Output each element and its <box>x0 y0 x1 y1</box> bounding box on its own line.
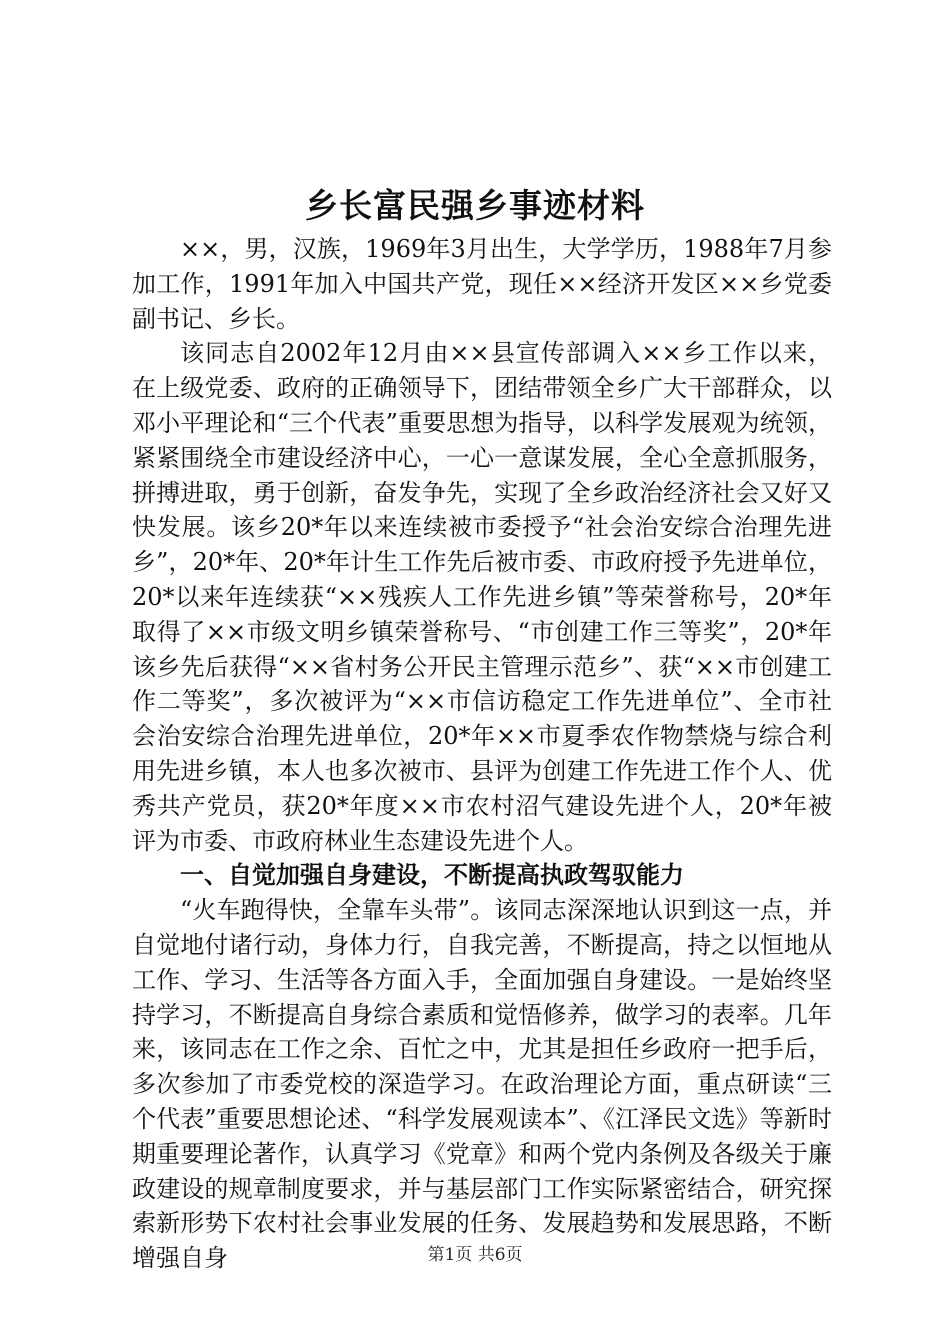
section-heading: 一、自觉加强自身建设，不断提高执政驾驭能力 <box>180 861 684 890</box>
achievements-paragraph: 该同志自2002年12月由××县宣传部调入××乡工作以来，在上级党委、政府的正确领导下，团结带领全乡广大干部群众，以邓小平理论和“三个代表”重要思想为指导，以科学发展观为统领，紧紧围绕全市建设经济中心，一心一意谋发展，全心全意抓服务，拼搏进取，勇于创新，奋发争先，实现了全乡政治经济社会又好又快发展。该乡20*年以来连续被市委授予“社会治安综合治理先进乡”，20*年、20*年计生工作先后被市委、市政府授予先进单位，20*以来年连续获“××残疾人工作先进乡镇”等荣誉称号，20*年取得了××市级文明乡镇荣誉称号、“市创建工作三等奖”，20*年该乡先后获得“××省村务公开民主管理示范乡”、获“××市创建工作二等奖”，多次被评为“××市信访稳定工作先进单位”、全市社会治安综合治理先进单位，20*年××市夏季农作物禁烧与综合利用先进乡镇，本人也多次被市、县评为创建工作先进工作个人、优秀共产党员，获20*年度××市农村沼气建设先进个人，20*年被评为市委、市政府林业生态建设先进个人。 <box>132 339 832 855</box>
page-footer: 第1页 共6页 <box>427 1245 523 1265</box>
document-body <box>132 232 832 1276</box>
intro-paragraph: ××，男，汉族，1969年3月出生，大学学历，1988年7月参加工作，1991年加入中国共产党，现任××经济开发区××乡党委副书记、乡长。 <box>132 235 832 333</box>
section-paragraph: “火车跑得快，全靠车头带”。该同志深深地认识到这一点，并自觉地付诸行动，身体力行，自我完善，不断提高，持之以恒地从工作、学习、生活等各方面入手，全面加强自身建设。一是始终坚持学习，不断提高自身综合素质和觉悟修养，做学习的表率。几年来，该同志在工作之余、百忙之中，尤其是担任乡政府一把手后，多次参加了市委党校的深造学习。在政治理论方面，重点研读“三个代表”重要思想论述、“科学发展观读本”、《江泽民文选》等新时期重要理论著作，认真学习《党章》和两个党内条例及各级关于廉政建设的规章制度要求，并与基层部门工作实际紧密结合，研究探索新形势下农村社会事业发展的任务、发展趋势和发展思路，不断增强自身 <box>132 896 832 1273</box>
document-title: 乡长富民强乡事迹材料 <box>305 186 645 225</box>
